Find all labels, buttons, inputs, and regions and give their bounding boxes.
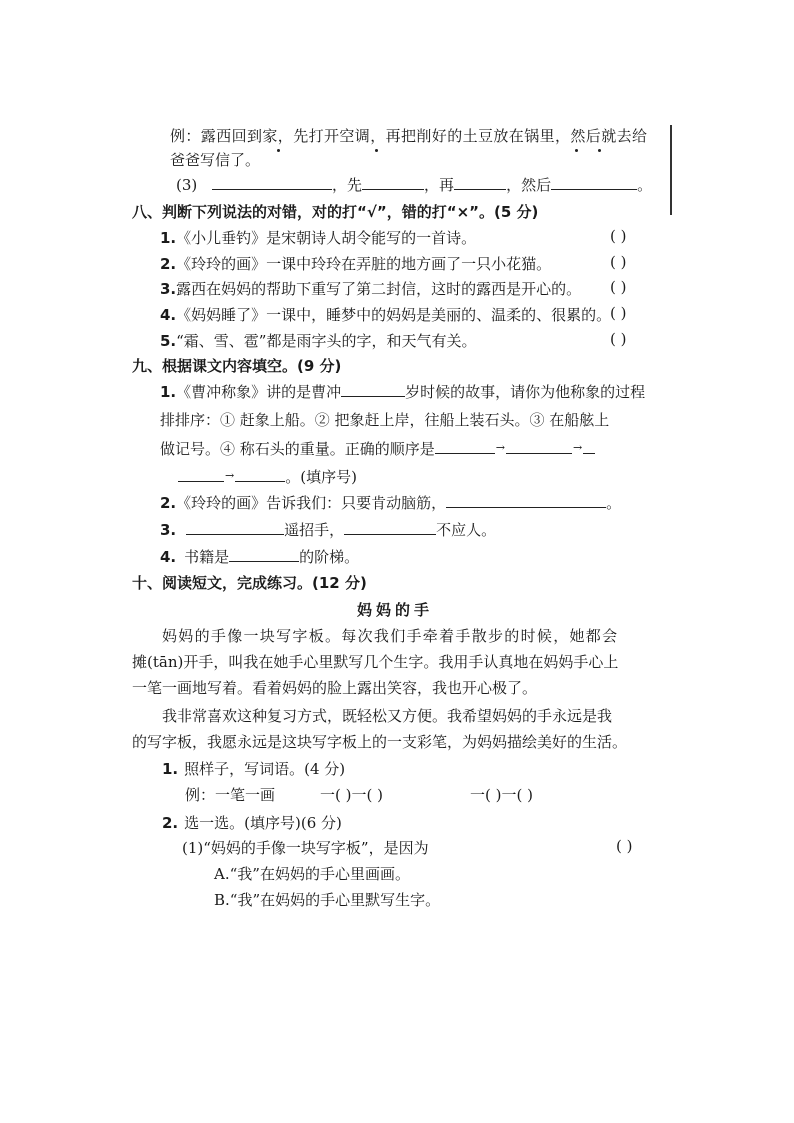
judge-answer-4[interactable]: ( ): [610, 304, 627, 322]
order-blank-2[interactable]: [506, 439, 572, 454]
fill-q4: 4. 书籍是 的阶梯。: [160, 548, 360, 566]
fill-q3: 3. 遥招手， 不应人。: [160, 521, 497, 539]
arrow-icon: →: [495, 441, 505, 454]
order-blank-1[interactable]: [435, 439, 495, 454]
read-q1-title: 1. 照样子，写词语。(4 分): [162, 760, 346, 778]
read-q1-pattern-2[interactable]: 一( )一( ): [470, 786, 533, 804]
passage-p1-line-1: 妈妈的手像一块写字板。每次我们手牵着手散步的时候，她都会: [162, 627, 619, 645]
emphasis-dot: [375, 149, 378, 152]
passage-p2-line-2: 的写字板，我愿永远是这块写字板上的一支彩笔，为妈妈描绘美好的生活。: [132, 733, 628, 751]
fill-q1-line-4: → 。(填序号): [178, 466, 357, 487]
q3-text-1: ，先: [332, 176, 363, 194]
judge-answer-2[interactable]: ( ): [610, 253, 627, 271]
fill-q2: 2.《玲玲的画》告诉我们：只要肯动脑筋， 。: [160, 494, 622, 512]
judge-item-5: 5.“霜、雪、雹”都是雨字头的字，和天气有关。: [160, 332, 477, 350]
q3-fill-sentence: [176, 175, 652, 195]
emphasis-dot: [598, 149, 601, 152]
fill-q1-line-2: 排排序：① 赶象上船。② 把象赶上岸，往船上装石头。③ 在船舷上: [160, 411, 610, 429]
q3-blank-4[interactable]: [551, 175, 637, 190]
judge-item-4: 4.《妈妈睡了》一课中，睡梦中的妈妈是美丽的、温柔的、很累的。: [160, 306, 612, 324]
arrow-icon: →: [573, 441, 583, 454]
section-9-title: 九、根据课文内容填空。(9 分): [132, 357, 342, 375]
read-q1-example: 例：一笔一画: [185, 786, 276, 804]
emphasis-dot: [277, 149, 280, 152]
example-line-2: 爸爸写信了。: [170, 151, 261, 169]
fill-q1-line-1: 1.《曹冲称象》讲的是曹冲 岁时候的故事，请你为他称象的过程: [160, 383, 646, 401]
section-10-title: 十、阅读短文，完成练习。(12 分): [132, 574, 367, 592]
example-line-1: 例：露西回到家，先打开空调，再把削好的土豆放在锅里，然后就去给: [170, 127, 648, 145]
judge-answer-5[interactable]: ( ): [610, 330, 627, 348]
q3-text-2: ，再: [424, 176, 455, 194]
judge-answer-3[interactable]: ( ): [610, 278, 627, 296]
fill-q3-blank-1[interactable]: [186, 520, 284, 535]
section-8-title: 八、判断下列说法的对错，对的打“√”，错的打“×”。(5 分): [132, 203, 539, 221]
fill-q1-blank-age[interactable]: [341, 382, 405, 397]
passage-p1-line-2: 摊(tān)开手，叫我在她手心里默写几个生字。我用手认真地在妈妈手心上: [132, 653, 619, 671]
fill-q3-blank-2[interactable]: [344, 520, 436, 535]
q3-blank-1[interactable]: [212, 175, 332, 190]
fill-q2-blank[interactable]: [446, 493, 606, 508]
read-q2-title: 2. 选一选。(填序号)(6 分): [162, 814, 342, 832]
q3-text-3: ，然后: [506, 176, 552, 194]
read-q1-pattern-1[interactable]: 一( )一( ): [320, 786, 383, 804]
arrow-icon: →: [225, 469, 235, 482]
judge-answer-1[interactable]: ( ): [610, 227, 627, 245]
judge-item-1: 1.《小儿垂钓》是宋朝诗人胡令能写的一首诗。: [160, 229, 477, 247]
order-blank-4[interactable]: [235, 467, 285, 482]
judge-item-3: 3.露西在妈妈的帮助下重写了第二封信，这时的露西是开心的。: [160, 280, 582, 298]
fill-q1-line-3: 做记号。④ 称石头的重量。正确的顺序是 → →: [160, 438, 595, 459]
emphasis-dot: [575, 149, 578, 152]
read-q2-option-b: B.“我”在妈妈的手心里默写生字。: [214, 891, 441, 909]
q3-blank-2[interactable]: [362, 175, 424, 190]
read-q2-option-a: A.“我”在妈妈的手心里画画。: [214, 865, 410, 883]
order-blank-3b[interactable]: [178, 467, 224, 482]
passage-p1-line-3: 一笔一画地写着。看着妈妈的脸上露出笑容，我也开心极了。: [132, 679, 538, 697]
read-q2-answer[interactable]: ( ): [616, 837, 633, 855]
order-blank-3[interactable]: [583, 439, 595, 454]
judge-item-2: 2.《玲玲的画》一课中玲玲在弄脏的地方画了一只小花猫。: [160, 255, 552, 273]
q3-label: (3): [176, 176, 198, 194]
q3-end: 。: [637, 176, 653, 194]
q3-blank-3[interactable]: [454, 175, 506, 190]
passage-p2-line-1: 我非常喜欢这种复习方式，既轻松又方便。我希望妈妈的手永远是我: [162, 707, 613, 725]
margin-line: [670, 125, 672, 215]
passage-title: 妈妈的手: [357, 601, 434, 619]
read-q2-sub1: (1)“妈妈的手像一块写字板”，是因为: [182, 839, 429, 857]
fill-q4-blank[interactable]: [229, 547, 299, 562]
